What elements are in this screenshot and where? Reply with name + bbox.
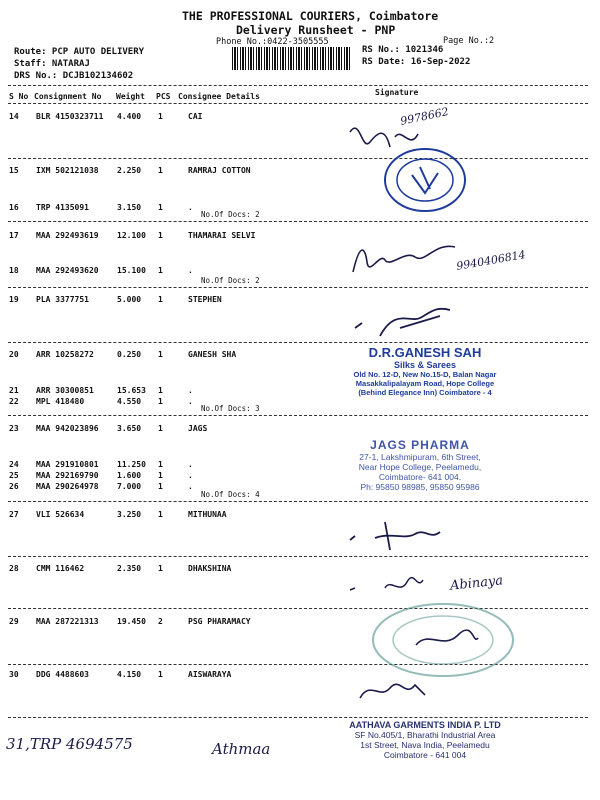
row-pcs: 1 — [158, 166, 163, 175]
row-weight: 3.150 — [117, 203, 142, 212]
page-number: Page No.:2 — [443, 36, 495, 46]
row-cons: MAA 287221313 — [36, 617, 99, 626]
row-cons: MAA 292493619 — [36, 231, 99, 240]
row-consignee: JAGS — [188, 424, 208, 433]
stamp-line: 1st Street, Nava India, Peelamedu — [360, 740, 490, 750]
stamp-line: AATHAVA GARMENTS INDIA P. LTD — [349, 720, 501, 730]
row-pcs: 1 — [158, 386, 163, 395]
row-sno: 26 — [9, 482, 19, 491]
row-consignee: . — [188, 471, 193, 480]
row-consignee: PSG PHARAMACY — [188, 617, 251, 626]
divider — [8, 287, 588, 288]
row-cons: TRP 4135091 — [36, 203, 89, 212]
row-consignee: DHAKSHINA — [188, 564, 232, 573]
row-sno: 27 — [9, 510, 19, 519]
row-weight: 2.350 — [117, 564, 142, 573]
row-cons: ARR 30300851 — [36, 386, 94, 395]
divider — [8, 158, 588, 159]
divider — [8, 556, 588, 557]
ganesh-stamp — [345, 345, 505, 397]
stamp-line: Old No. 12-D, New No.15-D, Balan Nagar — [353, 370, 497, 379]
col-consignment: Consignment No — [34, 92, 102, 101]
stamp-line: Ph: 95850 98985, 95850 95986 — [360, 482, 480, 492]
handwritten-phone: 9940406814 — [455, 248, 527, 273]
no-of-docs: No.Of Docs: 2 — [201, 210, 260, 219]
row-cons: MAA 291910801 — [36, 460, 99, 469]
stamp-line: Coimbatore - 641 004 — [383, 750, 467, 760]
stamp-line: Masakkalipalayam Road, Hope College — [355, 379, 495, 388]
row-consignee: RAMRAJ COTTON — [188, 166, 251, 175]
divider — [8, 717, 588, 718]
row-sno: 30 — [9, 670, 19, 679]
row-weight: 7.000 — [117, 482, 142, 491]
handwritten-name: Athmaa — [212, 740, 271, 758]
row-weight: 1.600 — [117, 471, 142, 480]
row-cons: DDG 4488603 — [36, 670, 89, 679]
row-consignee: THAMARAI SELVI — [188, 231, 256, 240]
no-of-docs: No.Of Docs: 3 — [201, 404, 260, 413]
row-weight: 15.100 — [117, 266, 146, 275]
row-pcs: 1 — [158, 112, 163, 121]
row-sno: 25 — [9, 471, 19, 480]
col-sno: S No — [9, 92, 29, 101]
row-consignee: MITHUNAA — [188, 510, 227, 519]
row-consignee: . — [188, 482, 193, 491]
row-weight: 15.653 — [117, 386, 146, 395]
row-cons: MPL 418480 — [36, 397, 85, 406]
row-sno: 22 — [9, 397, 19, 406]
row-weight: 4.150 — [117, 670, 142, 679]
col-weight: Weight — [116, 92, 145, 101]
row-sno: 24 — [9, 460, 19, 469]
row-weight: 12.100 — [117, 231, 146, 240]
stamp-line: (Behind Elegance Inn) Coimbatore - 4 — [358, 388, 492, 397]
row-weight: 11.250 — [117, 460, 146, 469]
row-cons: VLI 526634 — [36, 510, 85, 519]
runsheet-title: Delivery Runsheet - PNP — [236, 23, 396, 37]
row-consignee: GANESH SHA — [188, 350, 237, 359]
row-pcs: 1 — [158, 266, 163, 275]
col-consignee: Consignee Details — [178, 92, 260, 101]
row-consignee: STEPHEN — [188, 295, 222, 304]
barcode — [232, 47, 352, 70]
row-weight: 2.250 — [117, 166, 142, 175]
stamp-line: D.R.GANESH SAH — [368, 345, 482, 360]
no-of-docs: No.Of Docs: 4 — [201, 490, 260, 499]
row-pcs: 1 — [158, 203, 163, 212]
row-sno: 23 — [9, 424, 19, 433]
row-pcs: 1 — [158, 424, 163, 433]
row-pcs: 1 — [158, 510, 163, 519]
row-weight: 19.450 — [117, 617, 146, 626]
rs-number: RS No.: 1021346 — [362, 45, 444, 55]
signature-thamarai — [345, 232, 475, 282]
col-signature: Signature — [375, 88, 419, 97]
row-sno: 20 — [9, 350, 19, 359]
signature-aiswaraya — [355, 670, 435, 705]
row-sno: 16 — [9, 203, 19, 212]
divider — [8, 85, 588, 86]
jags-stamp — [330, 438, 510, 492]
row-weight: 3.250 — [117, 510, 142, 519]
row-pcs: 1 — [158, 460, 163, 469]
signature-stephen — [350, 298, 470, 343]
stamp-line: 27-1, Lakshmipuram, 6th Street, — [359, 452, 481, 462]
row-consignee: . — [188, 266, 193, 275]
divider — [8, 221, 588, 222]
divider — [8, 415, 588, 416]
stamp-line: Silks & Sarees — [393, 360, 457, 370]
row-sno: 15 — [9, 166, 19, 175]
handwritten-phone: 9978662 — [399, 105, 450, 128]
row-pcs: 1 — [158, 350, 163, 359]
row-sno: 17 — [9, 231, 19, 240]
row-cons: CMM 116462 — [36, 564, 85, 573]
row-consignee: AISWARAYA — [188, 670, 232, 679]
row-cons: MAA 942023896 — [36, 424, 99, 433]
divider — [8, 342, 588, 343]
aathava-stamp — [340, 720, 510, 760]
row-pcs: 1 — [158, 295, 163, 304]
row-consignee: . — [188, 397, 193, 406]
row-weight: 4.550 — [117, 397, 142, 406]
handwritten-consignment: 31,TRP 4694575 — [6, 735, 133, 753]
route: Route: PCP AUTO DELIVERY — [14, 47, 145, 57]
drs-number: DRS No.: DCJB102134602 — [14, 71, 134, 81]
row-pcs: 1 — [158, 564, 163, 573]
rs-date: RS Date: 16-Sep-2022 — [362, 57, 471, 67]
no-of-docs: No.Of Docs: 2 — [201, 276, 260, 285]
row-cons: BLR 4150323711 — [36, 112, 104, 121]
row-consignee: . — [188, 386, 193, 395]
row-sno: 19 — [9, 295, 19, 304]
ramraj-stamp — [380, 145, 470, 215]
row-sno: 21 — [9, 386, 19, 395]
row-cons: MAA 292493620 — [36, 266, 99, 275]
row-cons: ARR 10258272 — [36, 350, 94, 359]
row-consignee: . — [188, 460, 193, 469]
row-cons: PLA 3377751 — [36, 295, 89, 304]
staff: Staff: NATARAJ — [14, 59, 90, 69]
row-sno: 14 — [9, 112, 19, 121]
handwritten-name: Abinaya — [449, 573, 504, 594]
stamp-line: Near Hope College, Peelamedu, — [358, 462, 482, 472]
company-title: THE PROFESSIONAL COURIERS, Coimbatore — [182, 9, 439, 23]
row-pcs: 1 — [158, 231, 163, 240]
row-sno: 28 — [9, 564, 19, 573]
row-consignee: CAI — [188, 112, 203, 121]
row-weight: 3.650 — [117, 424, 142, 433]
row-cons: MAA 292169790 — [36, 471, 99, 480]
stamp-line: Coimbatore- 641 004. — [378, 472, 462, 482]
row-pcs: 1 — [158, 471, 163, 480]
row-pcs: 1 — [158, 670, 163, 679]
stamp-line: SF No.405/1, Bharathi Industrial Area — [354, 730, 496, 740]
row-consignee: . — [188, 203, 193, 212]
psg-stamp — [368, 600, 518, 680]
row-weight: 4.400 — [117, 112, 142, 121]
row-sno: 18 — [9, 266, 19, 275]
signature-mithunaa — [345, 510, 455, 555]
row-pcs: 1 — [158, 482, 163, 491]
divider — [8, 501, 588, 502]
stamp-line: JAGS PHARMA — [370, 438, 470, 452]
row-pcs: 2 — [158, 617, 163, 626]
row-sno: 29 — [9, 617, 19, 626]
row-cons: MAA 290264978 — [36, 482, 99, 491]
divider — [8, 103, 588, 104]
phone-number: Phone No.:0422-3505555 — [216, 37, 329, 47]
row-weight: 0.250 — [117, 350, 142, 359]
col-pcs: PCS — [156, 92, 171, 101]
row-weight: 5.000 — [117, 295, 142, 304]
row-cons: IXM 502121038 — [36, 166, 99, 175]
row-pcs: 1 — [158, 397, 163, 406]
